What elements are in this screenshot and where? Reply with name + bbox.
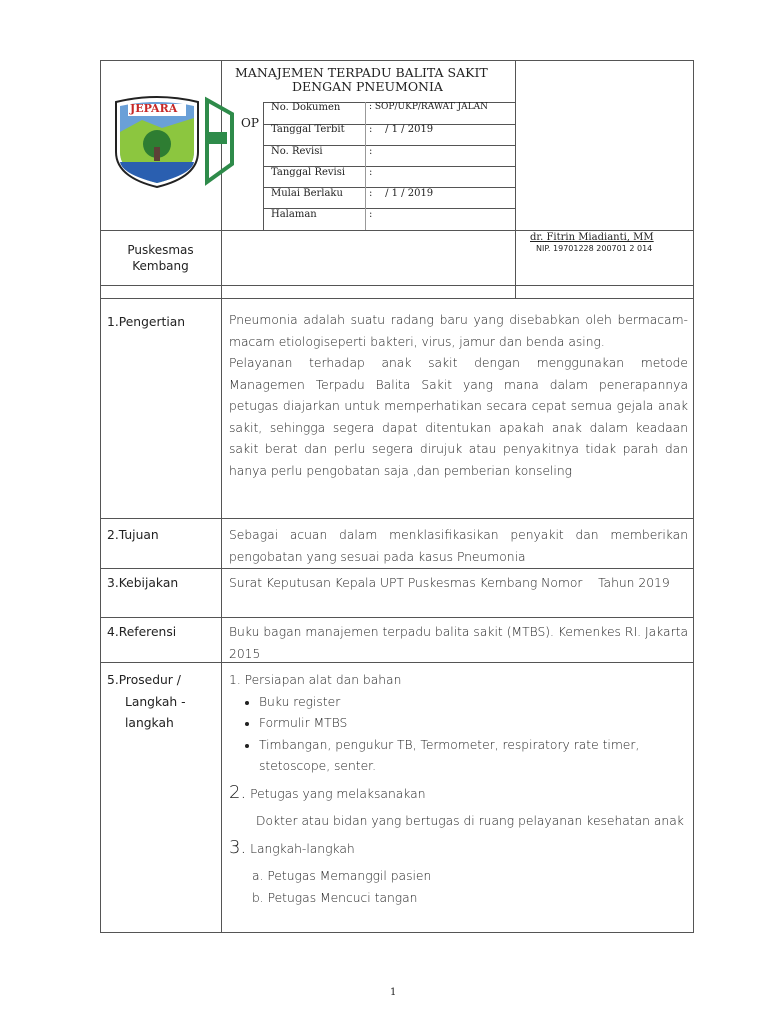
field-label-mulai-berlaku: Mulai Berlaku bbox=[271, 188, 343, 199]
step-3-number: 3. bbox=[229, 836, 247, 858]
field-label-tanggal-terbit: Tanggal Terbit bbox=[271, 124, 345, 135]
field-value-no-dokumen: : SOP/UKP/RAWAT JALAN bbox=[369, 102, 488, 112]
page-number: 1 bbox=[390, 987, 397, 998]
list-item: • Formulir MTBS bbox=[259, 713, 688, 735]
step-2 bbox=[229, 782, 688, 806]
section-text-referensi: Buku bagan manajemen terpadu balita sakit (MTBS). Kemenkes RI. Jakarta 2015 bbox=[229, 625, 688, 661]
signer-name: dr. Fitrin Miadianti, MM bbox=[530, 232, 654, 243]
field-label-no-dokumen: No. Dokumen bbox=[271, 102, 341, 113]
list-item: • Timbangan, pengukur TB, Termometer, respiratory rate timer, stetoscope, senter. bbox=[259, 735, 688, 778]
step-3 bbox=[229, 837, 688, 861]
field-label-no-revisi: No. Revisi bbox=[271, 146, 323, 157]
substep: b. Petugas Mencuci tangan bbox=[252, 890, 418, 905]
section-text-pengertian bbox=[229, 310, 688, 482]
section-text-prosedur bbox=[229, 670, 688, 909]
prosedur-label-line1: 5.Prosedur / bbox=[107, 673, 181, 687]
list-item: • Buku register bbox=[259, 692, 688, 714]
step-2-text: Dokter atau bidan yang bertugas di ruang pelayanan kesehatan anak bbox=[256, 814, 684, 828]
pengertian-paragraph-2: Pelayanan terhadap anak sakit dengan menggunakan metode Managemen Terpadu Balita Sakit yang mana dalam penerapannya petugas diajarkan untuk memperhatikan secara cepat semua gejala anak sakit, sehingga segera dapat ditentukan apakah anak dalam keadaan sakit berat dan perlu segera dirujuk atau penyakitnya tidak parah dan hanya perlu pengobatan saja ,dan pemberian konseling bbox=[229, 356, 688, 478]
sop-title-line1: MANAJEMEN TERPADU BALITA SAKIT bbox=[235, 65, 488, 80]
section-text-tujuan: Sebagai acuan dalam menklasifikasikan penyakit dan memberikan pengobatan yang sesuai pada kasus Pneumonia bbox=[229, 528, 688, 564]
org-name-line2: Kembang bbox=[132, 259, 189, 273]
field-value-tanggal-terbit: : / 1 / 2019 bbox=[369, 124, 434, 135]
sop-label: OP bbox=[241, 116, 259, 130]
section-text-kebijakan: Surat Keputusan Kepala UPT Puskesmas Kembang Nomor Tahun 2019 bbox=[229, 576, 670, 590]
field-value-mulai-berlaku: : / 1 / 2019 bbox=[369, 188, 434, 199]
org-name-line1: Puskesmas bbox=[127, 243, 194, 257]
section-label-tujuan: 2.Tujuan bbox=[107, 528, 159, 542]
step-3-title: Langkah-langkah bbox=[250, 841, 355, 856]
field-label-tanggal-revisi: Tanggal Revisi bbox=[271, 167, 346, 178]
signer-nip: NIP. 19701228 200701 2 014 bbox=[536, 244, 653, 253]
prosedur-label-line2: Langkah - bbox=[125, 694, 186, 709]
logo bbox=[112, 92, 202, 188]
section-label-prosedur bbox=[107, 670, 186, 735]
section-label-pengertian: 1.Pengertian bbox=[107, 315, 186, 329]
sop-title-line2: DENGAN PNEUMONIA bbox=[292, 79, 443, 94]
logo-text: JEPARA bbox=[130, 102, 178, 115]
substep: a. Petugas Memanggil pasien bbox=[252, 869, 432, 883]
section-label-kebijakan: 3.Kebijakan bbox=[107, 576, 179, 590]
field-value-halaman: : bbox=[369, 209, 373, 220]
step-2-number: 2. bbox=[229, 781, 247, 803]
field-value-no-revisi: : bbox=[369, 146, 373, 157]
field-label-halaman: Halaman bbox=[271, 209, 317, 220]
step-1: 1. Persiapan alat dan bahan bbox=[229, 673, 402, 687]
step-2-title: Petugas yang melaksanakan bbox=[250, 786, 426, 801]
prosedur-label-line3: langkah bbox=[125, 716, 174, 730]
field-value-tanggal-revisi: : bbox=[369, 167, 373, 178]
pengertian-paragraph-1: Pneumonia adalah suatu radang baru yang disebabkan oleh bermacam-macam etiologiseperti bakteri, virus, jamur dan benda asing. bbox=[229, 313, 688, 349]
section-label-referensi: 4.Referensi bbox=[107, 625, 177, 639]
